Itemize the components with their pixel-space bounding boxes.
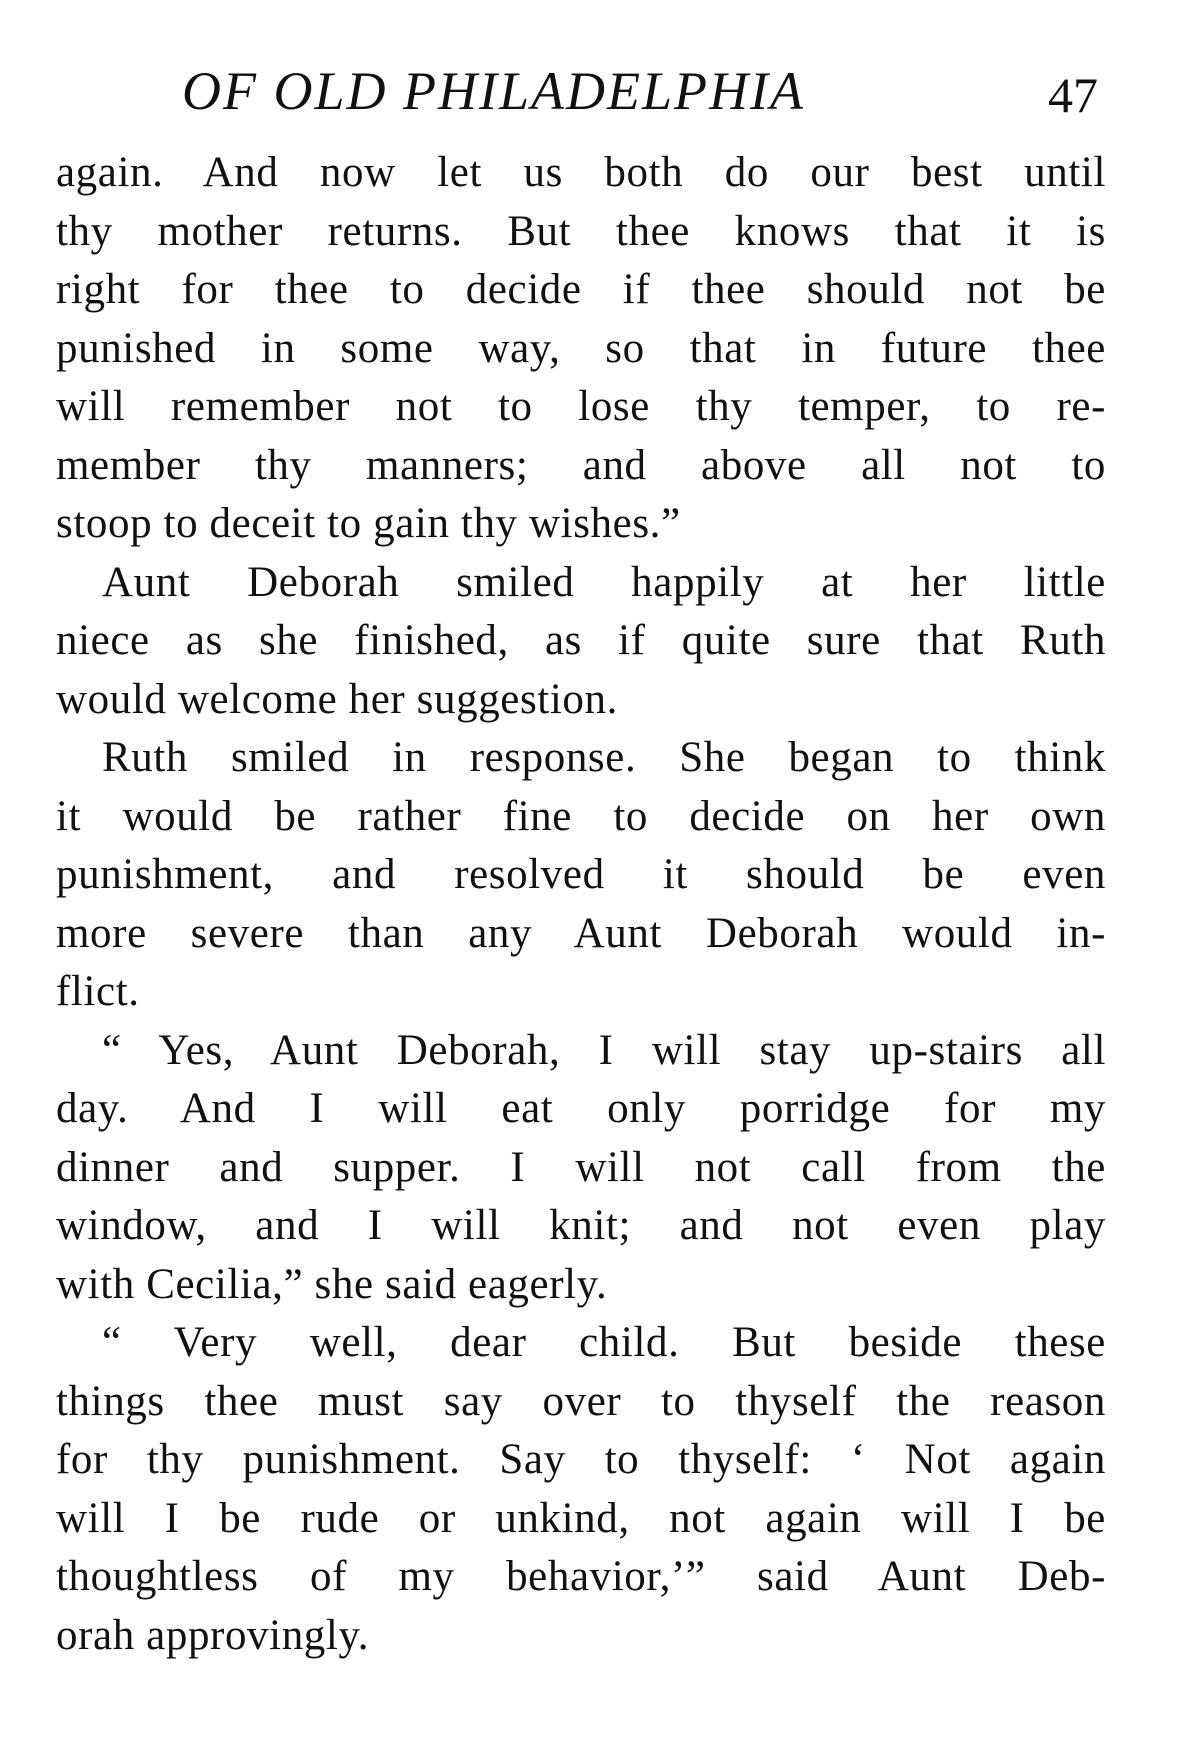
text-line: things thee must say over to thyself the reason (56, 1377, 1106, 1425)
body-text (56, 144, 1106, 1665)
text-line: would welcome her suggestion. (56, 675, 618, 723)
text-line: punishment, and resolved it should be even (56, 851, 1106, 898)
text-line: dinner and supper. I will not call from the (56, 1143, 1106, 1191)
text-line: with Cecilia,” she said eagerly. (56, 1260, 608, 1308)
paragraph-first-line: “ Very well, dear child. But beside these (102, 1319, 1106, 1366)
text-line: window, and I will knit; and not even play (56, 1202, 1106, 1249)
text-line: thoughtless of my behavior,’” said Aunt Deb- (56, 1553, 1106, 1600)
text-line: thy mother returns. But thee knows that it is (56, 207, 1106, 255)
text-line: niece as she finished, as if quite sure that Ruth (56, 617, 1106, 664)
paragraph-first-line: Ruth smiled in response. She began to think (102, 734, 1106, 781)
page-number: 47 (1048, 67, 1098, 123)
text-line: flict. (56, 968, 140, 1015)
text-line: member thy manners; and above all not to (56, 441, 1106, 489)
running-title: OF OLD PHILADELPHIA (182, 61, 805, 121)
text-line: right for thee to decide if thee should not be (56, 266, 1106, 313)
text-line: will I be rude or unkind, not again will I be (56, 1494, 1106, 1542)
text-line: more severe than any Aunt Deborah would in- (56, 909, 1106, 957)
paragraph-first-line: Aunt Deborah smiled happily at her little (102, 558, 1106, 606)
paragraph-first-line: “ Yes, Aunt Deborah, I will stay up-stairs all (102, 1026, 1106, 1074)
text-line: orah approvingly. (56, 1611, 370, 1659)
text-line: stoop to deceit to gain thy wishes.” (56, 500, 681, 547)
text-line: day. And I will eat only porridge for my (56, 1085, 1106, 1132)
running-head (56, 60, 1106, 150)
book-page (56, 40, 1106, 1700)
text-line: for thy punishment. Say to thyself: ‘ Not again (56, 1436, 1106, 1483)
text-line: it would be rather fine to decide on her own (56, 792, 1106, 840)
text-line: will remember not to lose thy temper, to re- (56, 383, 1106, 430)
text-line: again. And now let us both do our best until (56, 149, 1106, 196)
text-line: punished in some way, so that in future thee (56, 324, 1106, 372)
